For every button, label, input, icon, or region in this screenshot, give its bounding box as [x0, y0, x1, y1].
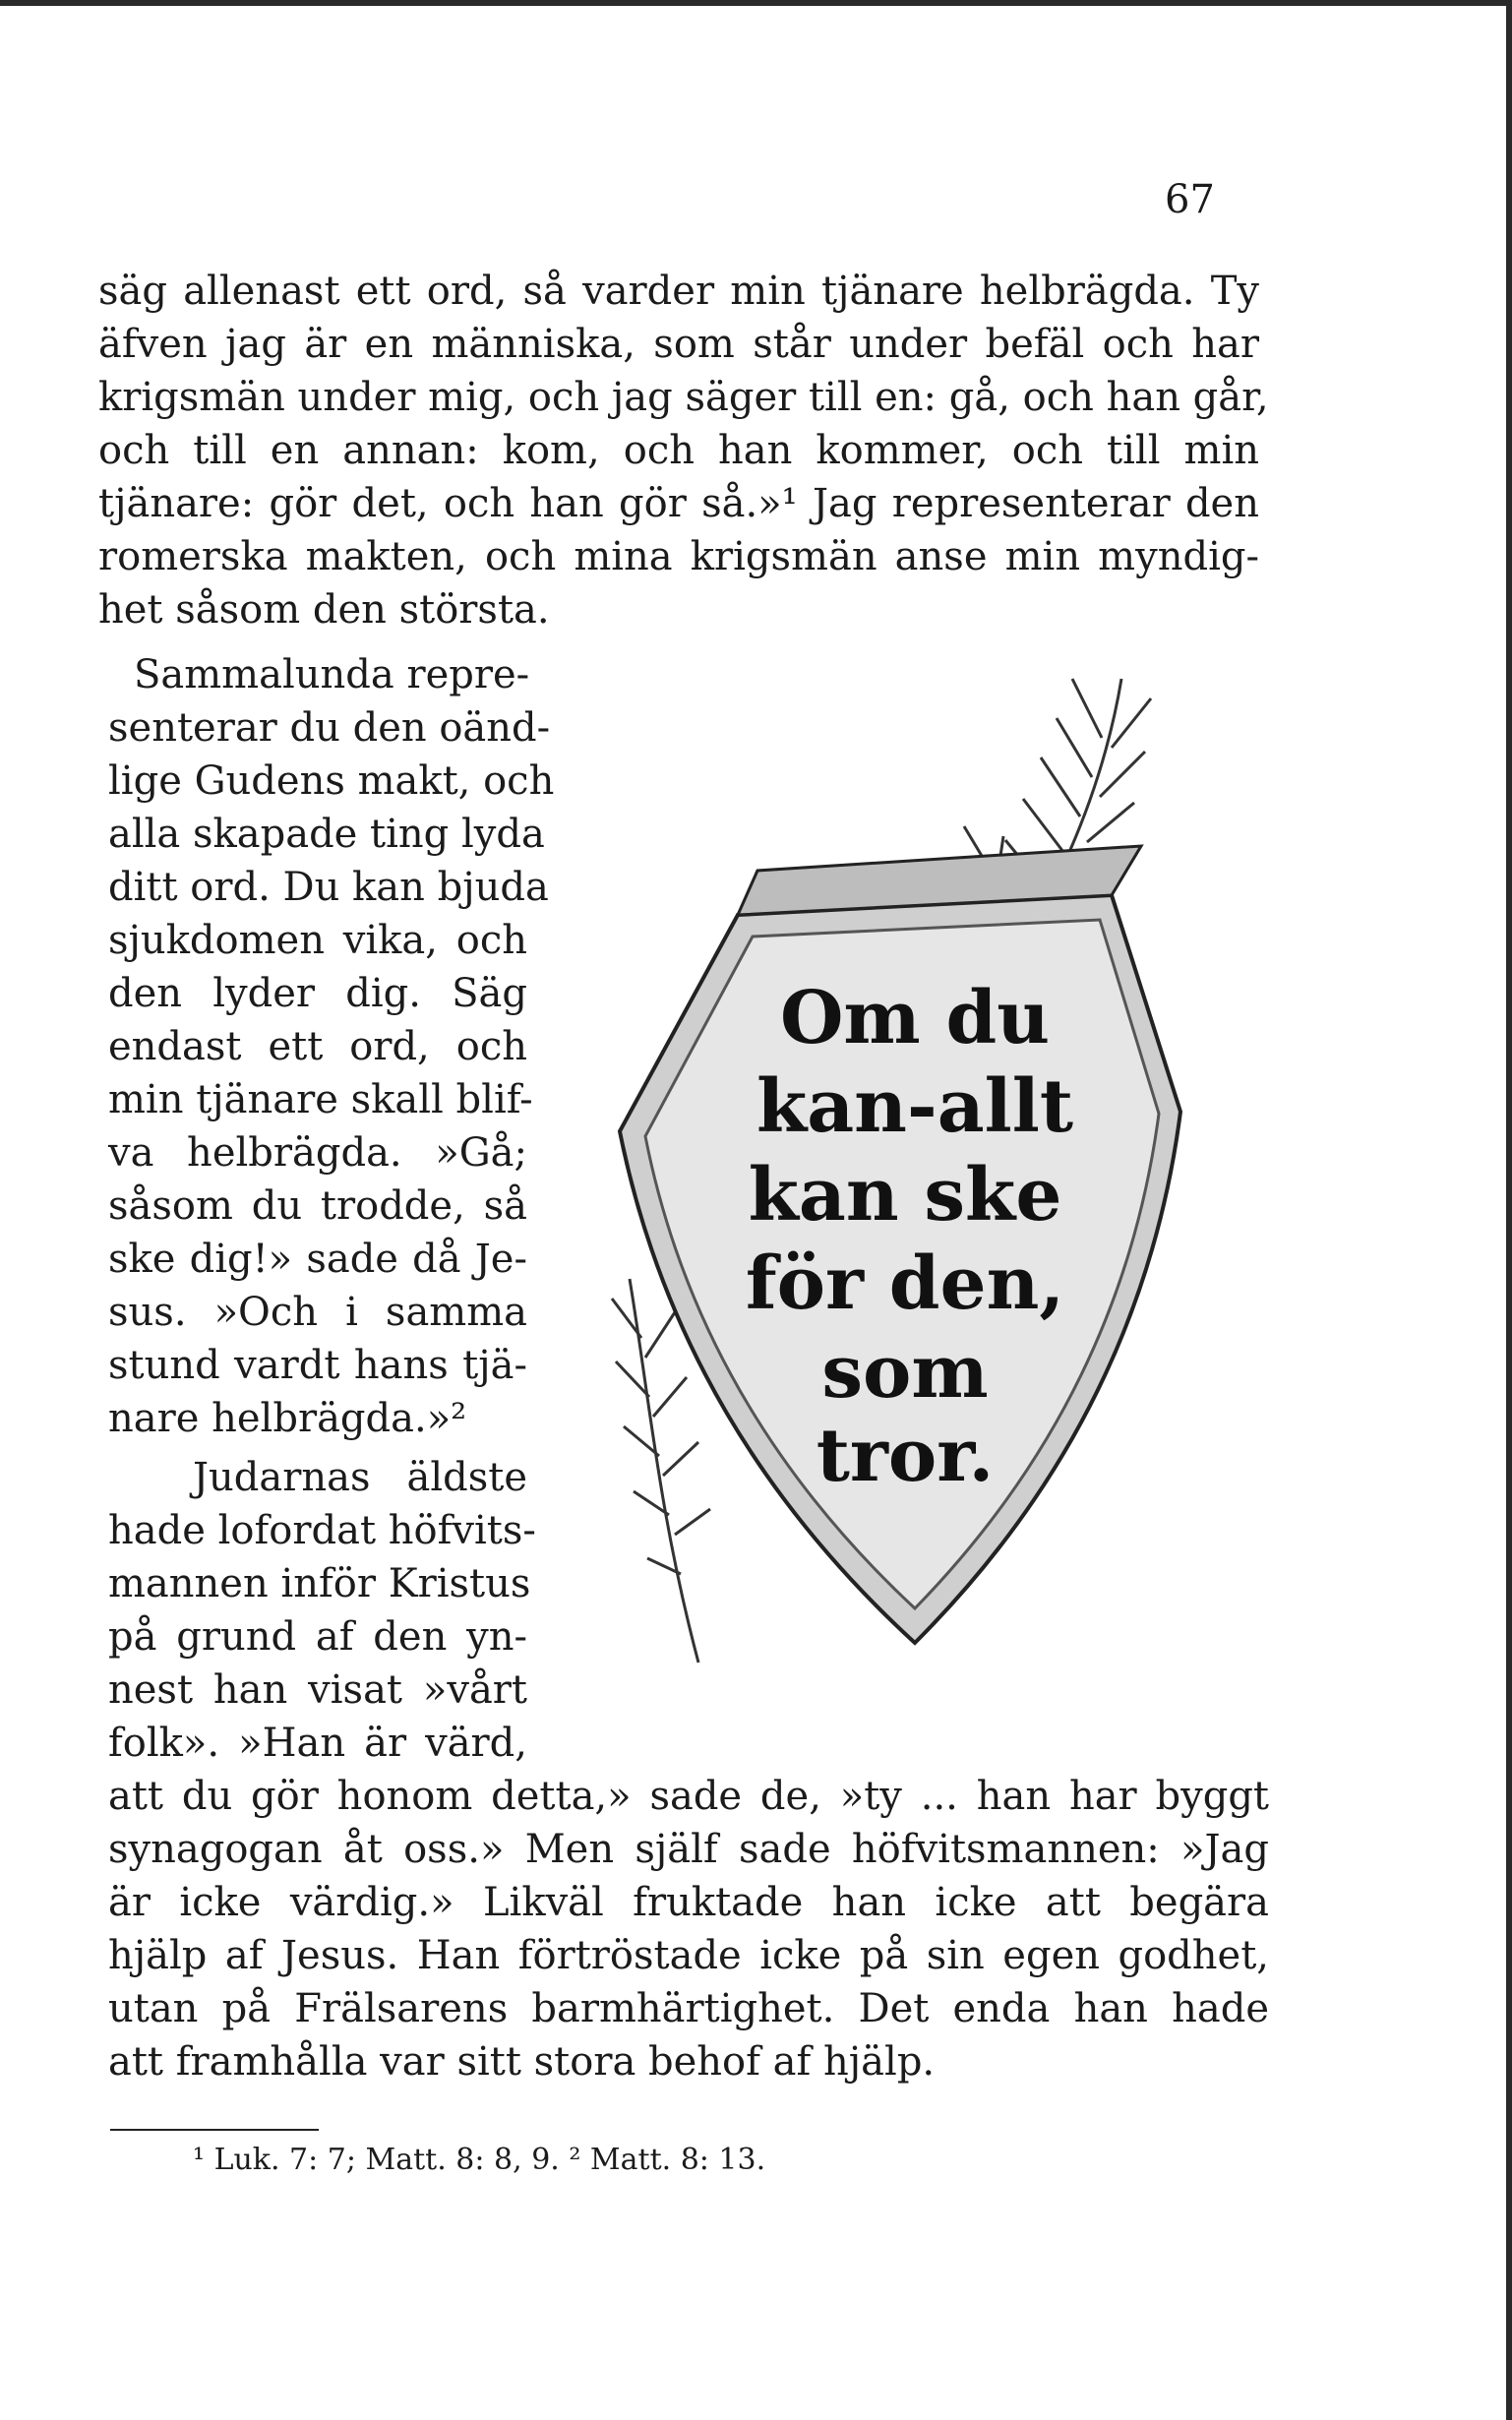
- column-line: såsom du trodde, så: [108, 1183, 527, 1229]
- column-line: mannen inför Kristus: [108, 1561, 531, 1606]
- paragraph-line: att framhålla var sitt stora behof af hjälp.: [108, 2039, 936, 2085]
- paragraph-line: säg allenast ett ord, så varder min tjänare helbrägda. Ty: [98, 269, 1259, 314]
- column-line: va helbrägda. »Gå;: [108, 1130, 527, 1176]
- footnote: ¹ Luk. 7: 7; Matt. 8: 8, 9. ² Matt. 8: 13.: [193, 2143, 766, 2177]
- paragraph-line: hjälp af Jesus. Han förtröstade icke på sin egen godhet,: [108, 1933, 1269, 1978]
- column-line: ditt ord. Du kan bjuda: [108, 865, 549, 910]
- column-line: sjukdomen vika, och: [108, 918, 527, 963]
- column-line: på grund af den yn-: [108, 1614, 527, 1660]
- paragraph-line: utan på Frälsarens barmhärtighet. Det enda han hade: [108, 1986, 1269, 2031]
- column-line: senterar du den oänd-: [108, 705, 551, 751]
- paragraph-line: äfven jag är en människa, som står under befäl och har: [98, 322, 1259, 367]
- page-number: 67: [1165, 177, 1215, 222]
- footnote-rule: [110, 2129, 319, 2131]
- column-line: stund vardt hans tjä-: [108, 1343, 527, 1388]
- paragraph-line: tjänare: gör det, och han gör så.»¹ Jag representerar den: [98, 481, 1259, 526]
- shield-illustration: [590, 649, 1210, 1682]
- paragraph-line: krigsmän under mig, och jag säger till en: gå, och han går,: [98, 375, 1269, 420]
- shield-line: för den,: [745, 1241, 1065, 1326]
- shield-line: Om du: [779, 976, 1051, 1060]
- column-line: den lyder dig. Säg: [108, 971, 527, 1016]
- paragraph-line: och till en annan: kom, och han kommer, och till min: [98, 428, 1259, 473]
- column-line: endast ett ord, och: [108, 1024, 527, 1069]
- column-line: lige Gudens makt, och: [108, 758, 555, 804]
- scan-edge-right: [1506, 0, 1512, 2420]
- column-line: alla skapade ting lyda: [108, 812, 545, 857]
- paragraph-line: är icke värdig.» Likväl fruktade han icke att begära: [108, 1880, 1269, 1925]
- column-line: nare helbrägda.»²: [108, 1396, 467, 1441]
- column-line: nest han visat »vårt: [108, 1667, 527, 1713]
- paragraph-line: het såsom den största.: [98, 587, 550, 633]
- scan-edge-top: [0, 0, 1512, 6]
- shield-line: kan ske: [748, 1153, 1062, 1238]
- paragraph-line: att du gör honom detta,» sade de, »ty ... han har byggt: [108, 1774, 1269, 1819]
- shield-line: som: [821, 1330, 989, 1415]
- shield-line: kan-allt: [756, 1064, 1074, 1149]
- column-line: ske dig!» sade då Je-: [108, 1237, 527, 1282]
- column-line: Sammalunda repre-: [134, 652, 530, 697]
- paragraph-line: synagogan åt oss.» Men själf sade höfvitsmannen: »Jag: [108, 1827, 1269, 1872]
- shield-line: tror.: [816, 1414, 995, 1498]
- column-line: Judarnas äldste: [193, 1455, 527, 1500]
- column-line: hade lofordat höfvits-: [108, 1508, 536, 1553]
- column-line: min tjänare skall blif-: [108, 1077, 533, 1122]
- column-line: folk». »Han är värd,: [108, 1721, 527, 1766]
- paragraph-line: romerska makten, och mina krigsmän anse min myndig-: [98, 534, 1259, 579]
- column-line: sus. »Och i samma: [108, 1290, 527, 1335]
